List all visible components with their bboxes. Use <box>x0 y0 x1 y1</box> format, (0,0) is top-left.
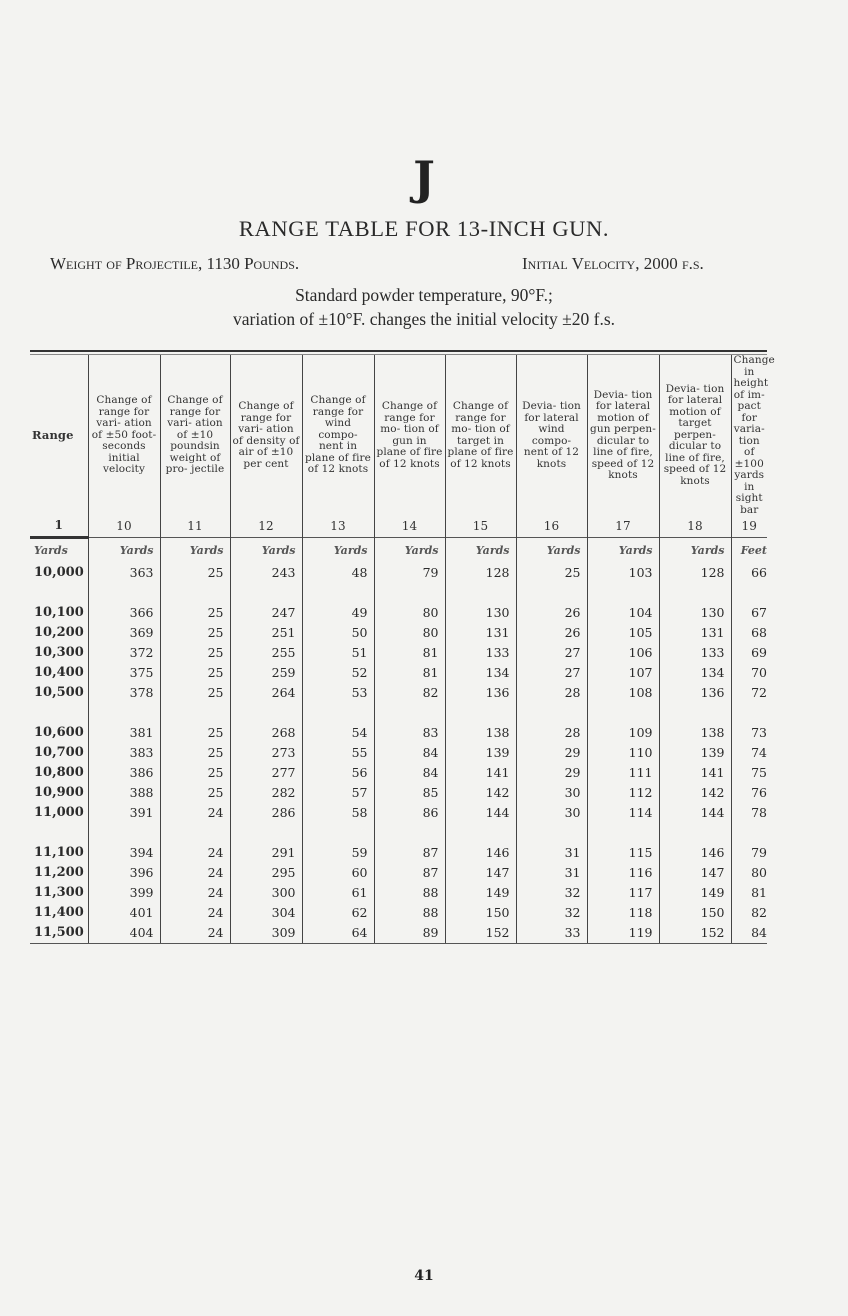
value-cell: 112 <box>587 783 659 803</box>
range-cell: 11,100 <box>34 845 84 860</box>
value-cell: 60 <box>302 863 374 883</box>
value-cell: 108 <box>587 683 659 703</box>
value-cell: 243 <box>230 563 302 583</box>
range-cell: 10,900 <box>34 785 84 800</box>
value-cell: 82 <box>731 903 767 923</box>
table-row <box>30 783 767 803</box>
value-cell: 399 <box>88 883 160 903</box>
value-cell: 59 <box>302 843 374 863</box>
unit-label: Yards <box>34 544 68 557</box>
page-number: 41 <box>414 1268 434 1284</box>
value-cell: 133 <box>659 643 731 663</box>
value-cell: 277 <box>230 763 302 783</box>
value-cell: 25 <box>160 623 230 643</box>
value-cell: 383 <box>88 743 160 763</box>
value-cell: 61 <box>302 883 374 903</box>
value-cell: 134 <box>445 663 516 683</box>
value-cell: 28 <box>516 683 587 703</box>
value-cell: 84 <box>731 923 767 943</box>
value-cell: 25 <box>160 683 230 703</box>
value-cell: 25 <box>160 783 230 803</box>
value-cell: 404 <box>88 923 160 943</box>
group-spacer <box>30 703 767 723</box>
value-cell: 273 <box>230 743 302 763</box>
value-cell: 268 <box>230 723 302 743</box>
value-cell: 372 <box>88 643 160 663</box>
value-cell: 107 <box>587 663 659 683</box>
value-cell: 25 <box>160 723 230 743</box>
column-number: 1 <box>54 518 63 533</box>
column-header: Change in height of im- pact for varia- tion of ±100 yards in sight bar <box>731 355 767 516</box>
value-cell: 116 <box>587 863 659 883</box>
value-cell: 128 <box>445 563 516 583</box>
value-cell: 55 <box>302 743 374 763</box>
value-cell: 26 <box>516 623 587 643</box>
value-cell: 84 <box>374 743 445 763</box>
value-cell: 87 <box>374 863 445 883</box>
value-cell: 68 <box>731 623 767 643</box>
value-cell: 85 <box>374 783 445 803</box>
value-cell: 381 <box>88 723 160 743</box>
value-cell: 84 <box>374 763 445 783</box>
value-cell: 149 <box>659 883 731 903</box>
value-cell: 115 <box>587 843 659 863</box>
range-cell: 10,300 <box>34 645 84 660</box>
column-header: Devia- tion for lateral motion of gun perpen- dicular to line of fire, speed of 12 knots <box>587 355 659 516</box>
value-cell: 76 <box>731 783 767 803</box>
value-cell: 138 <box>445 723 516 743</box>
value-cell: 304 <box>230 903 302 923</box>
column-number: 18 <box>659 516 731 538</box>
value-cell: 24 <box>160 843 230 863</box>
column-header: Change of range for vari- ation of ±10 poundsin weight of pro- jectile <box>160 355 230 516</box>
value-cell: 31 <box>516 843 587 863</box>
column-number: 17 <box>587 516 659 538</box>
value-cell: 32 <box>516 883 587 903</box>
value-cell: 78 <box>731 803 767 823</box>
value-cell: 25 <box>160 743 230 763</box>
group-spacer <box>30 583 767 603</box>
value-cell: 144 <box>659 803 731 823</box>
value-cell: 141 <box>659 763 731 783</box>
value-cell: 70 <box>731 663 767 683</box>
column-header: Change of range for mo- tion of target in plane of fire of 12 knots <box>445 355 516 516</box>
table-row <box>30 663 767 683</box>
table-top-rule <box>30 350 767 352</box>
value-cell: 26 <box>516 603 587 623</box>
value-cell: 104 <box>587 603 659 623</box>
value-cell: 31 <box>516 863 587 883</box>
value-cell: 25 <box>160 563 230 583</box>
value-cell: 29 <box>516 763 587 783</box>
table-row <box>30 563 767 583</box>
value-cell: 150 <box>659 903 731 923</box>
value-cell: 295 <box>230 863 302 883</box>
value-cell: 366 <box>88 603 160 623</box>
table-row <box>30 803 767 823</box>
value-cell: 79 <box>374 563 445 583</box>
value-cell: 52 <box>302 663 374 683</box>
value-cell: 48 <box>302 563 374 583</box>
value-cell: 25 <box>160 663 230 683</box>
value-cell: 133 <box>445 643 516 663</box>
table-row <box>30 603 767 623</box>
header-row <box>30 355 767 516</box>
column-number: 15 <box>445 516 516 538</box>
section-letter: J <box>413 151 435 205</box>
value-cell: 255 <box>230 643 302 663</box>
unit-label: Yards <box>516 539 587 563</box>
value-cell: 50 <box>302 623 374 643</box>
table-row <box>30 763 767 783</box>
table-row <box>30 643 767 663</box>
table-row <box>30 883 767 903</box>
value-cell: 363 <box>88 563 160 583</box>
value-cell: 74 <box>731 743 767 763</box>
column-number-row <box>30 516 767 538</box>
value-cell: 386 <box>88 763 160 783</box>
column-number: 12 <box>230 516 302 538</box>
value-cell: 259 <box>230 663 302 683</box>
range-cell: 10,800 <box>34 765 84 780</box>
value-cell: 27 <box>516 663 587 683</box>
value-cell: 149 <box>445 883 516 903</box>
column-header: Change of range for vari- ation of density of air of ±10 per cent <box>230 355 302 516</box>
value-cell: 103 <box>587 563 659 583</box>
range-table <box>30 350 775 944</box>
value-cell: 79 <box>731 843 767 863</box>
value-cell: 146 <box>659 843 731 863</box>
value-cell: 56 <box>302 763 374 783</box>
value-cell: 152 <box>445 923 516 943</box>
column-number: 13 <box>302 516 374 538</box>
value-cell: 72 <box>731 683 767 703</box>
value-cell: 378 <box>88 683 160 703</box>
value-cell: 28 <box>516 723 587 743</box>
value-cell: 117 <box>587 883 659 903</box>
column-header: Change of range for vari- ation of ±50 foot- seconds initial velocity <box>88 355 160 516</box>
value-cell: 81 <box>731 883 767 903</box>
table-row <box>30 863 767 883</box>
value-cell: 25 <box>516 563 587 583</box>
value-cell: 134 <box>659 663 731 683</box>
value-cell: 24 <box>160 863 230 883</box>
powder-temperature-note: Standard powder temperature, 90°F.; <box>295 285 553 305</box>
value-cell: 118 <box>587 903 659 923</box>
value-cell: 131 <box>445 623 516 643</box>
column-number: 19 <box>731 516 767 538</box>
value-cell: 75 <box>731 763 767 783</box>
value-cell: 282 <box>230 783 302 803</box>
table-row <box>30 723 767 743</box>
column-header: Devia- tion for lateral motion of target perpen- dicular to line of fire, speed of 12 knots <box>659 355 731 516</box>
temperature-variation-note: variation of ±10°F. changes the initial velocity ±20 f.s. <box>232 309 616 329</box>
value-cell: 136 <box>659 683 731 703</box>
range-cell: 11,500 <box>34 925 84 940</box>
value-cell: 24 <box>160 923 230 943</box>
table-row <box>30 843 767 863</box>
value-cell: 286 <box>230 803 302 823</box>
range-cell: 10,000 <box>34 565 84 580</box>
value-cell: 264 <box>230 683 302 703</box>
value-cell: 147 <box>445 863 516 883</box>
column-number: 11 <box>160 516 230 538</box>
value-cell: 24 <box>160 903 230 923</box>
projectile-weight: Weight of Projectile, 1130 Pounds. <box>50 254 300 273</box>
column-header: Change of range for wind compo- nent in plane of fire of 12 knots <box>302 355 374 516</box>
unit-label: Feet <box>731 539 767 563</box>
value-cell: 88 <box>374 883 445 903</box>
unit-label: Yards <box>302 539 374 563</box>
value-cell: 27 <box>516 643 587 663</box>
value-cell: 109 <box>587 723 659 743</box>
value-cell: 54 <box>302 723 374 743</box>
value-cell: 144 <box>445 803 516 823</box>
value-cell: 80 <box>731 863 767 883</box>
value-cell: 25 <box>160 603 230 623</box>
value-cell: 130 <box>659 603 731 623</box>
value-cell: 147 <box>659 863 731 883</box>
value-cell: 87 <box>374 843 445 863</box>
column-number: 10 <box>88 516 160 538</box>
value-cell: 369 <box>88 623 160 643</box>
value-cell: 300 <box>230 883 302 903</box>
value-cell: 51 <box>302 643 374 663</box>
value-cell: 396 <box>88 863 160 883</box>
value-cell: 24 <box>160 883 230 903</box>
group-spacer <box>30 823 767 843</box>
value-cell: 401 <box>88 903 160 923</box>
value-cell: 142 <box>659 783 731 803</box>
range-cell: 10,400 <box>34 665 84 680</box>
value-cell: 139 <box>445 743 516 763</box>
value-cell: 25 <box>160 643 230 663</box>
unit-label: Yards <box>587 539 659 563</box>
value-cell: 119 <box>587 923 659 943</box>
range-cell: 10,600 <box>34 725 84 740</box>
value-cell: 80 <box>374 623 445 643</box>
value-cell: 150 <box>445 903 516 923</box>
value-cell: 114 <box>587 803 659 823</box>
table-row <box>30 683 767 703</box>
value-cell: 291 <box>230 843 302 863</box>
value-cell: 130 <box>445 603 516 623</box>
value-cell: 25 <box>160 763 230 783</box>
range-cell: 11,000 <box>34 805 84 820</box>
range-cell: 10,700 <box>34 745 84 760</box>
unit-label: Yards <box>659 539 731 563</box>
value-cell: 141 <box>445 763 516 783</box>
value-cell: 24 <box>160 803 230 823</box>
range-cell: 11,400 <box>34 905 84 920</box>
page-title: RANGE TABLE FOR 13-INCH GUN. <box>238 216 610 241</box>
value-cell: 80 <box>374 603 445 623</box>
table-row <box>30 743 767 763</box>
value-cell: 131 <box>659 623 731 643</box>
value-cell: 67 <box>731 603 767 623</box>
value-cell: 73 <box>731 723 767 743</box>
value-cell: 83 <box>374 723 445 743</box>
value-cell: 32 <box>516 903 587 923</box>
value-cell: 53 <box>302 683 374 703</box>
value-cell: 66 <box>731 563 767 583</box>
value-cell: 391 <box>88 803 160 823</box>
value-cell: 136 <box>445 683 516 703</box>
value-cell: 128 <box>659 563 731 583</box>
unit-label: Yards <box>230 539 302 563</box>
value-cell: 375 <box>88 663 160 683</box>
column-header: Range <box>32 427 74 442</box>
value-cell: 33 <box>516 923 587 943</box>
units-row <box>30 539 767 563</box>
column-number: 16 <box>516 516 587 538</box>
value-cell: 394 <box>88 843 160 863</box>
value-cell: 88 <box>374 903 445 923</box>
range-cell: 10,500 <box>34 685 84 700</box>
value-cell: 82 <box>374 683 445 703</box>
value-cell: 57 <box>302 783 374 803</box>
value-cell: 86 <box>374 803 445 823</box>
value-cell: 105 <box>587 623 659 643</box>
unit-label: Yards <box>445 539 516 563</box>
value-cell: 62 <box>302 903 374 923</box>
column-header: Devia- tion for lateral wind compo- nent of 12 knots <box>516 355 587 516</box>
value-cell: 29 <box>516 743 587 763</box>
table-row <box>30 923 767 943</box>
value-cell: 58 <box>302 803 374 823</box>
value-cell: 69 <box>731 643 767 663</box>
value-cell: 49 <box>302 603 374 623</box>
initial-velocity: Initial Velocity, 2000 f.s. <box>522 254 704 273</box>
table-bottom-rule <box>30 943 767 944</box>
unit-label: Yards <box>160 539 230 563</box>
value-cell: 146 <box>445 843 516 863</box>
range-cell: 10,200 <box>34 625 84 640</box>
unit-label: Yards <box>88 539 160 563</box>
value-cell: 81 <box>374 643 445 663</box>
column-number: 14 <box>374 516 445 538</box>
value-cell: 139 <box>659 743 731 763</box>
value-cell: 138 <box>659 723 731 743</box>
value-cell: 110 <box>587 743 659 763</box>
value-cell: 309 <box>230 923 302 943</box>
value-cell: 111 <box>587 763 659 783</box>
range-cell: 11,200 <box>34 865 84 880</box>
value-cell: 142 <box>445 783 516 803</box>
value-cell: 106 <box>587 643 659 663</box>
value-cell: 89 <box>374 923 445 943</box>
value-cell: 388 <box>88 783 160 803</box>
range-cell: 11,300 <box>34 885 84 900</box>
table-row <box>30 903 767 923</box>
column-header: Change of range for mo- tion of gun in plane of fire of 12 knots <box>374 355 445 516</box>
table-row <box>30 623 767 643</box>
value-cell: 251 <box>230 623 302 643</box>
value-cell: 30 <box>516 783 587 803</box>
value-cell: 64 <box>302 923 374 943</box>
range-cell: 10,100 <box>34 605 84 620</box>
value-cell: 30 <box>516 803 587 823</box>
value-cell: 247 <box>230 603 302 623</box>
unit-label: Yards <box>374 539 445 563</box>
value-cell: 152 <box>659 923 731 943</box>
value-cell: 81 <box>374 663 445 683</box>
